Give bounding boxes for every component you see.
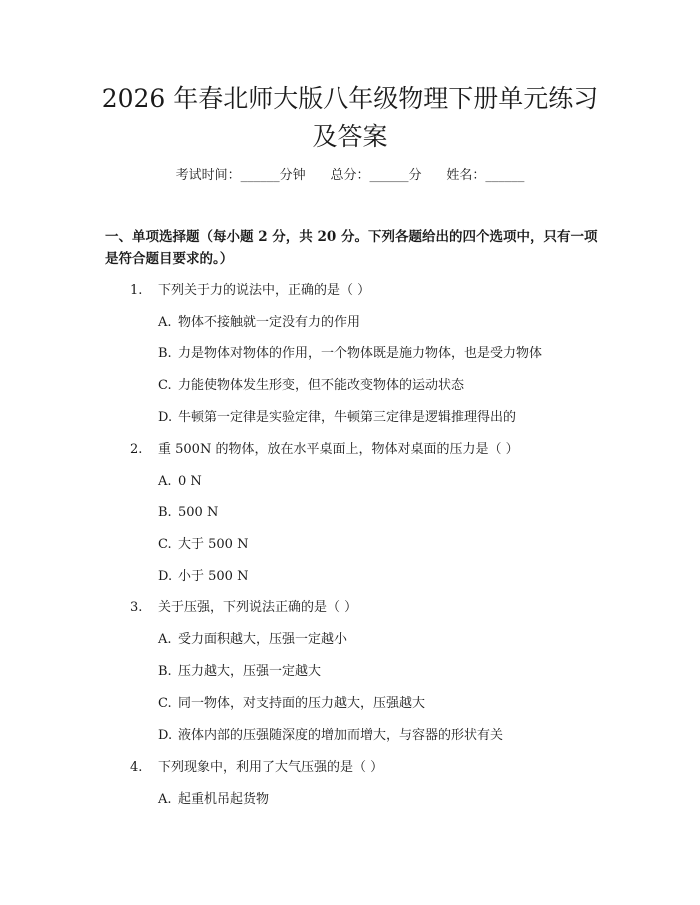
question-3 bbox=[130, 598, 357, 618]
question-1-option-d bbox=[158, 408, 516, 428]
option-letter: A. bbox=[158, 792, 172, 807]
question-2-option-d bbox=[158, 567, 248, 587]
option-letter: A. bbox=[158, 632, 172, 647]
question-3-option-a bbox=[158, 630, 347, 650]
question-4 bbox=[130, 758, 383, 778]
student-name-label: 姓名： bbox=[446, 168, 486, 183]
exam-time-blank: ______ bbox=[240, 168, 280, 183]
option-text: 0 N bbox=[178, 474, 202, 489]
option-letter: C. bbox=[158, 537, 172, 552]
option-letter: D. bbox=[158, 569, 173, 584]
exam-info-line bbox=[0, 166, 700, 186]
section-heading: 一、单项选择题（每小题 2 分，共 20 分。下列各题给出的四个选项中，只有一项是符合题目要求的。） bbox=[105, 229, 598, 267]
question-2-option-c bbox=[158, 535, 248, 555]
question-2-option-a bbox=[158, 472, 202, 492]
total-score-label: 总分： bbox=[330, 168, 370, 183]
option-text: 压力越大，压强一定越大 bbox=[178, 664, 322, 679]
question-3-option-c bbox=[158, 694, 425, 714]
option-text: 物体不接触就一定没有力的作用 bbox=[178, 315, 361, 330]
question-stem: 重 500N 的物体，放在水平桌面上，物体对桌面的压力是（ ） bbox=[158, 442, 519, 457]
question-3-option-b bbox=[158, 662, 321, 682]
question-number: 3. bbox=[130, 600, 143, 615]
question-3-option-d bbox=[158, 726, 503, 746]
option-letter: B. bbox=[158, 346, 172, 361]
question-number: 2. bbox=[130, 442, 143, 457]
question-number: 4. bbox=[130, 760, 143, 775]
option-text: 牛顿第一定律是实验定律，牛顿第三定律是逻辑推理得出的 bbox=[178, 410, 517, 425]
question-stem: 关于压强，下列说法正确的是（ ） bbox=[158, 600, 358, 615]
option-letter: A. bbox=[158, 315, 172, 330]
question-2-option-b bbox=[158, 503, 218, 523]
exam-time-label: 考试时间： bbox=[175, 168, 241, 183]
option-letter: B. bbox=[158, 664, 172, 679]
exam-time-unit: 分钟 bbox=[279, 168, 306, 183]
total-score-unit: 分 bbox=[408, 168, 422, 183]
option-text: 力是物体对物体的作用，一个物体既是施力物体，也是受力物体 bbox=[178, 346, 543, 361]
option-text: 500 N bbox=[178, 505, 219, 520]
student-name-blank: ______ bbox=[485, 168, 525, 183]
option-letter: C. bbox=[158, 378, 172, 393]
option-letter: A. bbox=[158, 474, 172, 489]
option-letter: D. bbox=[158, 728, 173, 743]
question-1-option-a bbox=[158, 313, 360, 333]
question-number: 1. bbox=[130, 283, 143, 298]
question-2 bbox=[130, 440, 519, 460]
option-text: 力能使物体发生形变，但不能改变物体的运动状态 bbox=[178, 378, 465, 393]
question-stem: 下列现象中，利用了大气压强的是（ ） bbox=[158, 760, 384, 775]
question-1 bbox=[130, 281, 370, 301]
option-text: 大于 500 N bbox=[178, 537, 249, 552]
option-letter: C. bbox=[158, 696, 172, 711]
option-text: 小于 500 N bbox=[178, 569, 249, 584]
option-letter: B. bbox=[158, 505, 172, 520]
option-text: 起重机吊起货物 bbox=[178, 792, 270, 807]
question-1-option-c bbox=[158, 376, 464, 396]
question-1-option-b bbox=[158, 344, 542, 364]
option-text: 同一物体，对支持面的压力越大，压强越大 bbox=[178, 696, 426, 711]
option-letter: D. bbox=[158, 410, 173, 425]
question-4-option-a bbox=[158, 790, 269, 810]
document-title: 2026 年春北师大版八年级物理下册单元练习及答案 bbox=[101, 84, 599, 151]
option-text: 液体内部的压强随深度的增加而增大，与容器的形状有关 bbox=[178, 728, 504, 743]
question-stem: 下列关于力的说法中，正确的是（ ） bbox=[158, 283, 371, 298]
total-score-blank: ______ bbox=[369, 168, 409, 183]
option-text: 受力面积越大，压强一定越小 bbox=[178, 632, 348, 647]
